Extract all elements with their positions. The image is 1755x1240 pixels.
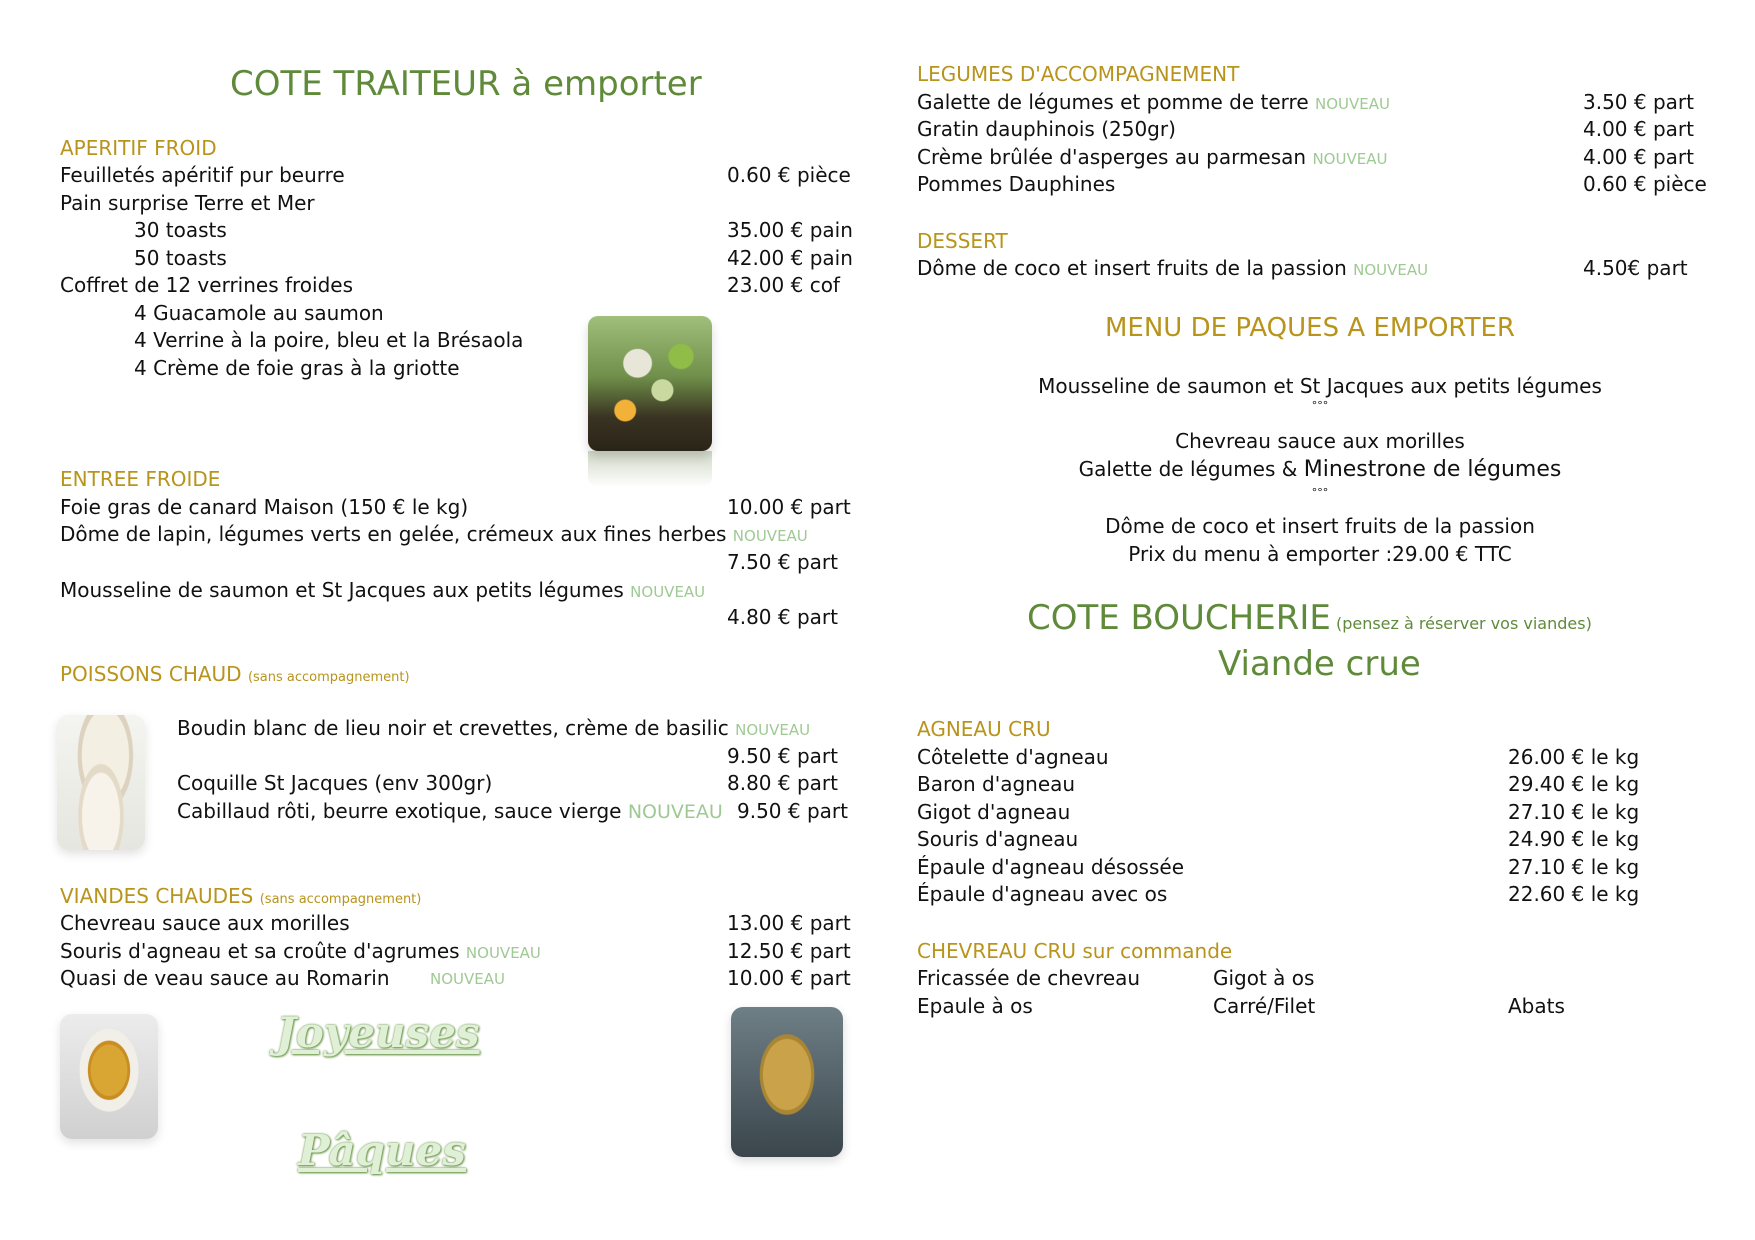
item-label: Galette de légumes et pomme de terre <box>917 90 1309 114</box>
section-title: POISSONS CHAUD <box>60 662 242 686</box>
boucherie-note: (pensez à réserver vos viandes) <box>1335 614 1592 633</box>
menu-line: Dôme de coco et insert fruits de la passion <box>1105 514 1535 538</box>
item-name: Abats <box>1508 994 1565 1018</box>
item-name: 4 Crème de foie gras à la griotte <box>134 356 460 380</box>
item-price: 9.50 € part <box>737 799 848 823</box>
item-price: 42.00 € pain <box>727 246 853 270</box>
section-heading-chevreau: CHEVREAU CRU sur commande <box>917 939 1233 963</box>
menu-line <box>900 457 1740 482</box>
item-name <box>177 799 723 824</box>
item-price: 29.40 € le kg <box>1508 772 1640 796</box>
item-name: Epaule à os <box>917 994 1033 1018</box>
nouveau-badge: NOUVEAU <box>430 970 505 988</box>
section-title: VIANDES CHAUDES <box>60 884 254 908</box>
item-name <box>60 522 808 548</box>
item-price: 0.60 € pièce <box>1583 172 1707 196</box>
item-name: Chevreau sauce aux morilles <box>60 911 350 935</box>
galette-photo <box>731 1007 843 1157</box>
boudin-photo <box>57 715 145 850</box>
nouveau-badge: NOUVEAU <box>1353 261 1429 279</box>
menu-title: MENU DE PAQUES A EMPORTER <box>1105 313 1515 343</box>
nouveau-badge: NOUVEAU <box>1312 150 1388 168</box>
item-name: Gratin dauphinois (250gr) <box>917 117 1176 141</box>
creme-brulee-photo <box>60 1014 158 1139</box>
nouveau-badge: NOUVEAU <box>735 721 811 739</box>
item-price: 22.60 € le kg <box>1508 882 1640 906</box>
item-price: 0.60 € pièce <box>727 163 851 187</box>
item-price: 10.00 € part <box>727 495 851 519</box>
section-heading-poissons <box>60 662 410 690</box>
item-name: Pommes Dauphines <box>917 172 1116 196</box>
boucherie-title <box>1027 596 1592 640</box>
item-price: 23.00 € cof <box>727 273 840 297</box>
item-label: Mousseline de saumon et St Jacques aux petits légumes <box>60 578 624 602</box>
item-name: Baron d'agneau <box>917 772 1076 796</box>
greeting-paques: Pâques <box>298 1126 466 1175</box>
item-name: Côtelette d'agneau <box>917 745 1109 769</box>
boucherie-subtitle: Viande crue <box>1218 644 1421 684</box>
section-heading-dessert: DESSERT <box>917 229 1008 253</box>
item-price: 35.00 € pain <box>727 218 853 242</box>
item-name: Feuilletés apéritif pur beurre <box>60 163 345 187</box>
boucherie-title-text: COTE BOUCHERIE <box>1027 598 1331 638</box>
item-price: 4.00 € part <box>1583 117 1694 141</box>
item-name: Foie gras de canard Maison (150 € le kg) <box>60 495 469 519</box>
item-name: Gigot à os <box>1213 966 1315 990</box>
item-price: 10.00 € part <box>727 966 851 990</box>
item-name <box>60 578 705 604</box>
item-price: 27.10 € le kg <box>1508 855 1640 879</box>
section-note: (sans accompagnement) <box>247 670 410 685</box>
item-name: Quasi de veau sauce au Romarin <box>60 966 390 990</box>
section-heading-viandes <box>60 884 421 912</box>
item-name: Carré/Filet <box>1213 994 1316 1018</box>
item-name <box>917 90 1390 116</box>
item-price: 24.90 € le kg <box>1508 827 1640 851</box>
item-price: 8.80 € part <box>727 771 838 795</box>
menu-line-part: Galette de légumes & <box>1078 457 1298 481</box>
item-price: 13.00 € part <box>727 911 851 935</box>
nouveau-badge: NOUVEAU <box>1315 95 1390 113</box>
item-label: Crème brûlée d'asperges au parmesan <box>917 145 1307 169</box>
item-label: Boudin blanc de lieu noir et crevettes, crème de basilic <box>177 716 729 740</box>
item-name: Épaule d'agneau avec os <box>917 882 1168 906</box>
item-name: 4 Verrine à la poire, bleu et la Brésaola <box>134 328 524 352</box>
menu-separator: °°° <box>1311 399 1329 412</box>
item-name: Pain surprise Terre et Mer <box>60 191 315 215</box>
item-price: 27.10 € le kg <box>1508 800 1640 824</box>
item-name <box>917 256 1428 282</box>
item-price: 4.80 € part <box>727 605 838 629</box>
nouveau-badge: NOUVEAU <box>732 527 808 545</box>
menu-line-part: Minestrone de légumes <box>1303 457 1562 482</box>
item-price: 26.00 € le kg <box>1508 745 1640 769</box>
item-name <box>177 716 810 742</box>
item-name: 4 Guacamole au saumon <box>134 301 384 325</box>
item-label: Souris d'agneau et sa croûte d'agrumes <box>60 939 460 963</box>
item-name: Coquille St Jacques (env 300gr) <box>177 771 493 795</box>
item-name: 30 toasts <box>134 218 227 242</box>
item-price: 12.50 € part <box>727 939 851 963</box>
verrine-photo-reflection <box>588 451 712 487</box>
item-label: Dôme de lapin, légumes verts en gelée, crémeux aux fines herbes <box>60 522 727 546</box>
menu-line: Mousseline de saumon et St Jacques aux petits légumes <box>1038 374 1602 398</box>
item-name: Coffret de 12 verrines froides <box>60 273 354 297</box>
verrine-photo <box>588 316 712 451</box>
item-label: Cabillaud rôti, beurre exotique, sauce vierge <box>177 799 622 823</box>
nouveau-badge: NOUVEAU <box>627 801 723 823</box>
greeting-joyeuses: Joyeuses <box>276 1008 480 1057</box>
menu-price: Prix du menu à emporter :29.00 € TTC <box>1128 542 1512 566</box>
item-price: 4.50€ part <box>1583 256 1688 280</box>
item-name: 50 toasts <box>134 246 227 270</box>
item-price: 4.00 € part <box>1583 145 1694 169</box>
item-name: Souris d'agneau <box>917 827 1079 851</box>
item-price: 7.50 € part <box>727 550 838 574</box>
section-heading-aperitif: APERITIF FROID <box>60 136 217 160</box>
item-label: Dôme de coco et insert fruits de la passion <box>917 256 1347 280</box>
item-name: Fricassée de chevreau <box>917 966 1141 990</box>
item-name: Épaule d'agneau désossée <box>917 855 1185 879</box>
menu-line: Chevreau sauce aux morilles <box>1175 429 1465 453</box>
nouveau-badge: NOUVEAU <box>465 944 541 962</box>
section-heading-entree: ENTREE FROIDE <box>60 467 221 491</box>
item-name: Gigot d'agneau <box>917 800 1071 824</box>
item-price: 9.50 € part <box>727 744 838 768</box>
item-name <box>60 939 541 965</box>
section-heading-agneau: AGNEAU CRU <box>917 717 1051 741</box>
nouveau-badge: NOUVEAU <box>630 583 706 601</box>
item-name <box>917 145 1387 171</box>
menu-separator: °°° <box>1311 486 1329 499</box>
section-heading-legumes: LEGUMES D'ACCOMPAGNEMENT <box>917 62 1240 86</box>
item-price: 3.50 € part <box>1583 90 1694 114</box>
section-note: (sans accompagnement) <box>259 892 422 907</box>
page-title: COTE TRAITEUR à emporter <box>230 64 702 104</box>
